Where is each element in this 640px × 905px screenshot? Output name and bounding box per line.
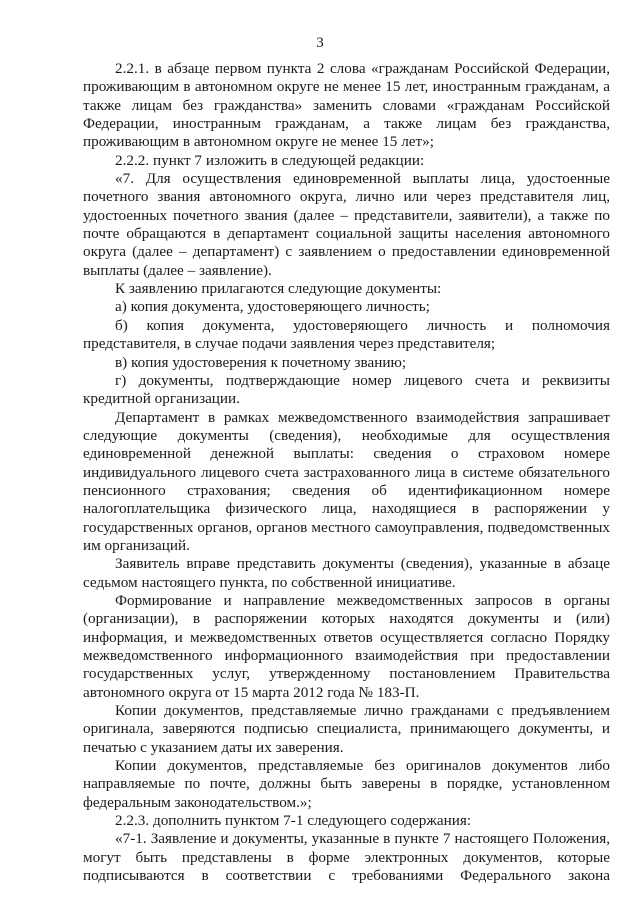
paragraph-interagency-request: Департамент в рамках межведомственного взаимодействия запрашивает следующие документы (сведения), необходимые для осуществления единовременной денежной выплаты: сведения о страховом номере индивидуального лицевого счета застрахованного лица в системе обязательного пенсионного страхования; сведения об идентификационном номере налогоплательщика физического лица, находящиеся в распоряжении у государственных органов, органов местного самоуправления, подведомственных им организаций. — [83, 408, 610, 554]
document-body — [83, 60, 610, 885]
page-number: 3 — [316, 35, 324, 51]
list-item-v: в) копия удостоверения к почетному званию; — [115, 353, 407, 371]
paragraph-interagency-procedure: Формирование и направление межведомственных запросов в органы (организации), в распоряжении которых находятся документы и (или) информация, и межведомственных ответов осуществляется согласно Порядку межведомственного информационного взаимодействия при предоставлении государственных услуг, утвержденному постановлением Правительства автономного округа от 15 марта 2012 года № 183-П. — [83, 591, 610, 701]
paragraph-point-7-1: «7-1. Заявление и документы, указанные в пункте 7 настоящего Положения, могут быть представлены в форме электронных документов, которые подписываются в соответствии с требованиями Федерального закона — [83, 830, 610, 885]
paragraph-documents-intro: К заявлению прилагаются следующие документы: — [115, 280, 442, 298]
list-item-g: г) документы, подтверждающие номер лицевого счета и реквизиты кредитной организации. — [83, 371, 610, 408]
paragraph-2-2-3: 2.2.3. дополнить пунктом 7-1 следующего содержания: — [115, 812, 472, 830]
paragraph-applicant-right: Заявитель вправе представить документы (сведения), указанные в абзаце седьмом настоящего пункта, по собственной инициативе. — [83, 555, 610, 591]
list-item-a: а) копия документа, удостоверяющего личность; — [115, 298, 430, 316]
paragraph-point-7: «7. Для осуществления единовременной выплаты лица, удостоенные почетного звания автономного округа, лично или через представителя лиц, удостоенных почетного звания (далее – представители, заявители), а также по почте обращаются в департамент социальной защиты населения автономного округа (далее – департамент) с заявлением о предоставлении единовременной выплаты (далее – заявление). — [83, 170, 610, 279]
paragraph-2-2-1: 2.2.1. в абзаце первом пункта 2 слова «гражданам Российской Федерации, проживающим в автономном округе не менее 15 лет, иностранным гражданам, а также лицам без гражданства» заменить словами «гражданам Российской Федерации, иностранным гражданам, а также лицам без гражданства, проживающим в автономном округе не менее 15 лет»; — [83, 60, 610, 151]
paragraph-2-2-2: 2.2.2. пункт 7 изложить в следующей редакции: — [115, 151, 425, 169]
paragraph-copies-in-person: Копии документов, представляемые лично гражданами с предъявлением оригинала, заверяются подписью специалиста, принимающего документы, и печатью с указанием даты их заверения. — [83, 702, 610, 756]
list-item-b: б) копия документа, удостоверяющего личность и полномочия представителя, в случае подачи заявления через представителя; — [83, 316, 610, 353]
paragraph-copies-by-mail: Копии документов, представляемые без оригиналов документов либо направляемые по почте, должны быть заверены в порядке, установленном федеральным законодательством.»; — [83, 757, 610, 811]
